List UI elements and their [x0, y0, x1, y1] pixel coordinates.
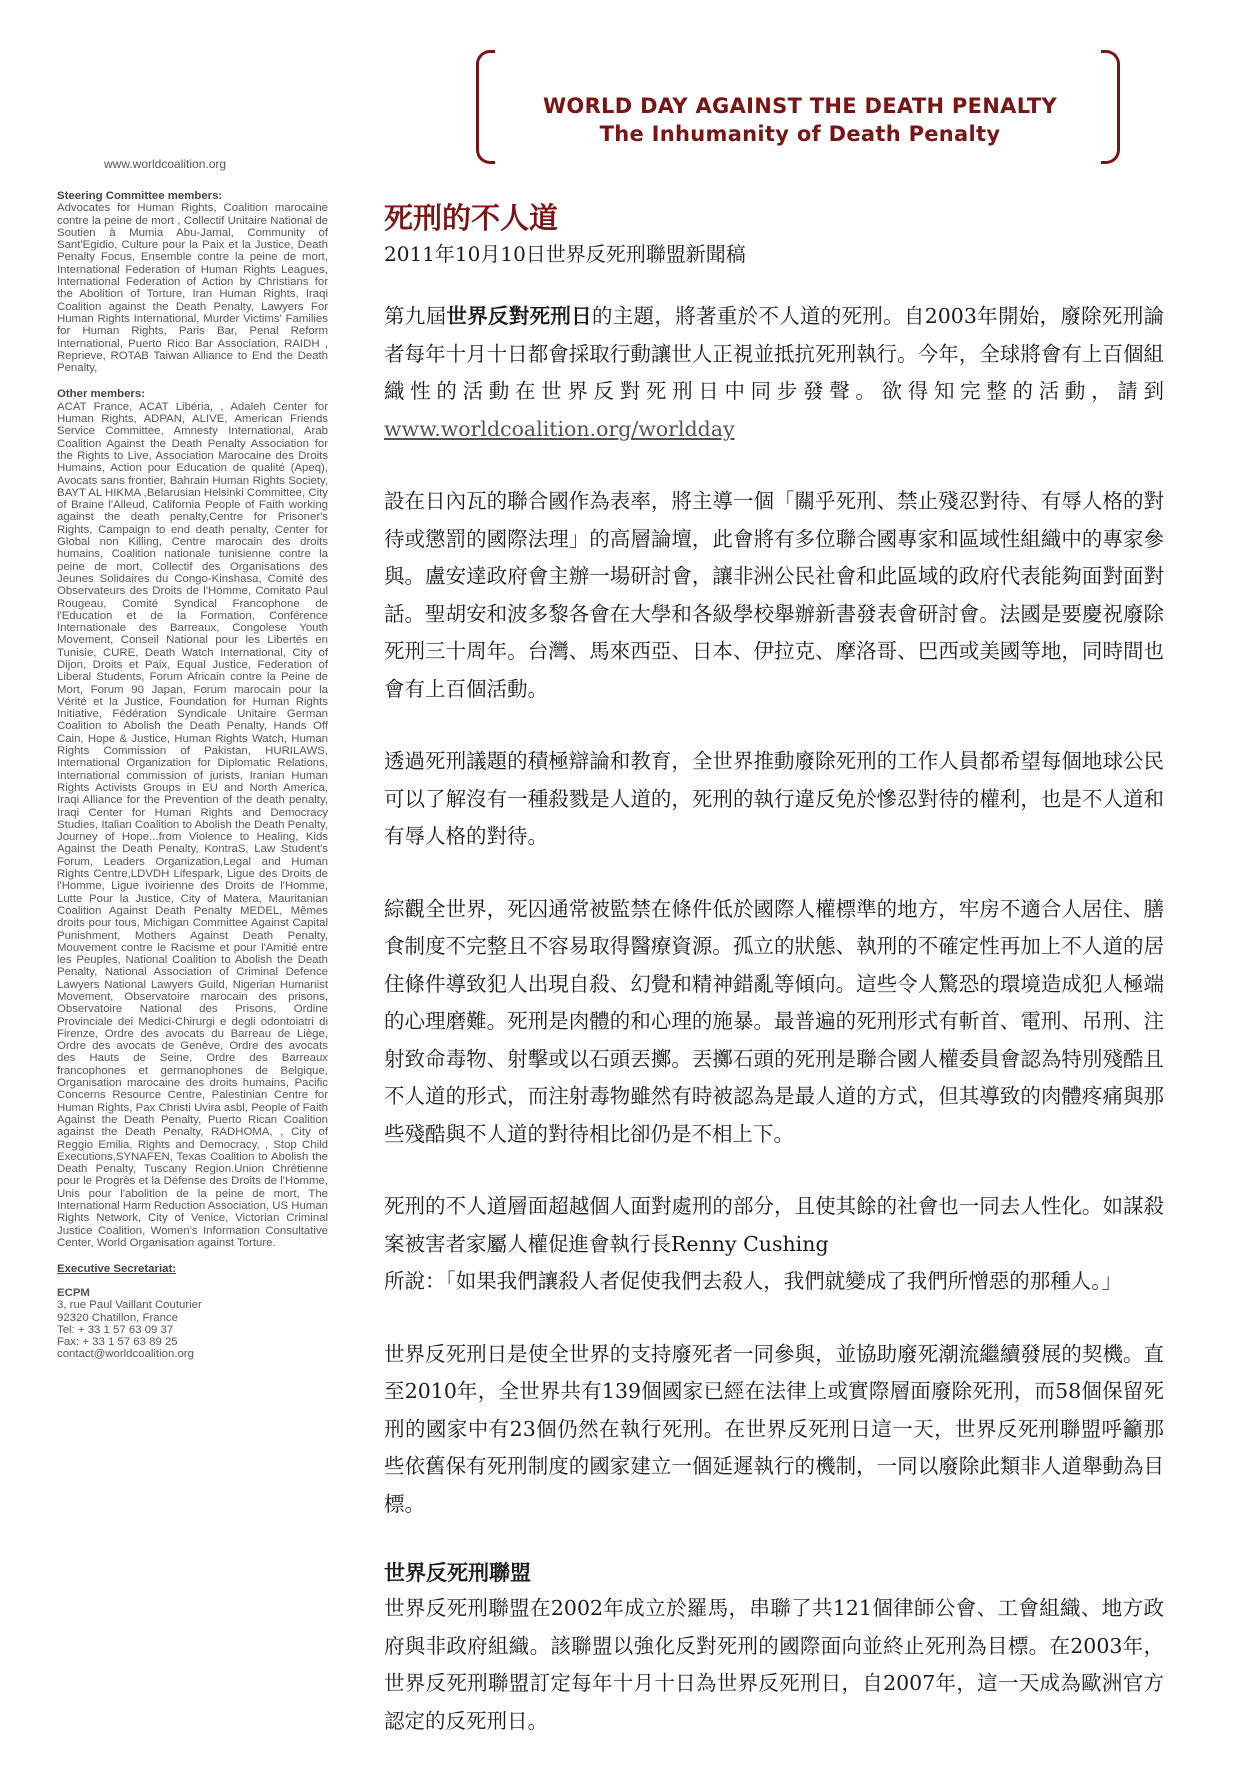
exec-address-2: 92320 Chatillon, France — [57, 1311, 178, 1324]
header-line-2: The Inhumanity of Death Penalty — [599, 122, 1001, 146]
coalition-heading: 世界反死刑聯盟 — [384, 1561, 531, 1585]
paragraph-6: 世界反死刑日是使全世界的支持廢死者一同參與，並協助廢死潮流繼續發展的契機。直至2010年，全世界共有139個國家已經在法律上或實際層面廢除死刑，而58個保留死刑的國家中有23個仍然在執行死刑。在世界反死刑日這一天，世界反死刑聯盟呼籲那些依舊保有死刑制度的國家建立一個延遲執行的機制，一同以廢除此類非人道舉動為目標。 — [384, 1341, 1164, 1516]
paragraph-3: 透過死刑議題的積極辯論和教育，全世界推動廢除死刑的工作人員都希望每個地球公民可以了解沒有一種殺戮是人道的，死刑的執行違反免於慘忍對待的權利，也是不人道和有辱人格的對待。 — [384, 749, 1164, 848]
exec-fax: Fax: + 33 1 57 63 89 25 — [57, 1336, 178, 1349]
header-banner — [500, 92, 1100, 148]
p1-world-day: 世界反對死刑日 — [446, 304, 592, 328]
steering-members: Advocates for Human Rights, Coalition marocaine contre la peine de mort , Collectif Unitaire National de Soutien à Mumia Abu-Jamal, Community of Sant'Egidio, Culture pour la Paix et la Justice, Death Penalty Focus, Ensemble contre la peine de mort, International Federation of Human Rights Leagues, International Federation of Action by Christians for the Abolition of Torture, Iran Human Rights, Iraqi Coalition against the Death Penalty, Lawyers For Human Rights International, Murder Victims' Families for Human Rights, Paris Bar, Penal Reform International, Puerto Rico Bar Association, RAIDH , Reprieve, ROTAB Taiwan Alliance to End the Death Penalty, — [57, 202, 328, 375]
header-bracket-right — [1101, 50, 1120, 164]
site-url[interactable]: www.worldcoalition.org — [104, 157, 227, 171]
p5-text-b: 所說：「如果我們讓殺人者促使我們去殺人，我們就變成了我們所憎惡的那種人。」 — [384, 1269, 1122, 1293]
paragraph-7: 世界反死刑聯盟在2002年成立於羅馬，串聯了共121個律師公會、工會組織、地方政府與非政府組織。該聯盟以強化反對死刑的國際面向並終止死刑為目標。在2003年，世界反死刑聯盟訂定每年十月十日為世界反死刑日，自2007年，這一天成為歐洲官方認定的反死刑日。 — [384, 1596, 1164, 1733]
exec-tel: Tel: + 33 1 57 63 09 37 — [57, 1323, 174, 1336]
article-title: 死刑的不人道 — [384, 201, 559, 235]
exec-email[interactable]: contact@worldcoalition.org — [57, 1348, 194, 1361]
exec-heading: Executive Secretariat: — [57, 1263, 177, 1276]
p5-text-a: 死刑的不人道層面超越個人面對處刑的部分，且使其餘的社會也一同去人性化。如謀殺案被害者家屬人權促進會執行長Renny Cushing — [384, 1194, 1164, 1256]
sidebar-members — [57, 190, 328, 1361]
header-line-1: WORLD DAY AGAINST THE DEATH PENALTY — [542, 94, 1058, 118]
other-heading: Other members: — [57, 388, 145, 401]
paragraph-1 — [384, 298, 1164, 448]
paragraph-4: 綜觀全世界，死囚通常被監禁在條件低於國際人權標準的地方，牢房不適合人居住、膳食制度不完整且不容易取得醫療資源。孤立的狀態、執刑的不確定性再加上不人道的居住條件導致犯人出現自殺、幻覺和精神錯亂等傾向。這些令人驚恐的環境造成犯人極端的心理磨難。死刑是肉體的和心理的施暴。最普遍的死刑形式有斬首、電刑、吊刑、注射致命毒物、射擊或以石頭丟擲。丟擲石頭的死刑是聯合國人權委員會認為特別殘酷且不人道的形式，而注射毒物雖然有時被認為是最人道的方式，但其導致的肉體疼痛與那些殘酷與不人道的對待相比卻仍是不相上下。 — [384, 896, 1164, 1146]
paragraph-2: 設在日內瓦的聯合國作為表率，將主導一個「關乎死刑、禁止殘忍對待、有辱人格的對待或懲罰的國際法理」的高層論壇，此會將有多位聯合國專家和區域性組織中的專家參與。盧安達政府會主辦一場研討會，讓非洲公民社會和此區域的政府代表能夠面對面對話。聖胡安和波多黎各會在大學和各級學校舉辦新書發表會研討會。法國是要慶祝廢除死刑三十周年。台灣、馬來西亞、日本、伊拉克、摩洛哥、巴西或美國等地，同時間也會有上百個活動。 — [384, 489, 1164, 701]
exec-address-1: 3, rue Paul Vaillant Couturier — [57, 1299, 202, 1312]
header-bracket-left — [476, 50, 495, 164]
article-subtitle: 2011年10月10日世界反死刑聯盟新聞稿 — [384, 242, 746, 266]
steering-heading: Steering Committee members: — [57, 190, 223, 202]
worldday-link[interactable]: www.worldcoalition.org/worldday — [384, 416, 735, 441]
main-article — [384, 198, 1164, 1775]
p1-text-a: 第九屆 — [384, 304, 447, 328]
other-members: ACAT France, ACAT Libéria, , Adaleh Center for Human Rights, ADPAN, ALIVE, American Friends Service Committee, Amnesty International, Arab Coalition Against the Death Penalty Association for the Rights to Live, Association Marocaine des Droits Humains, Action pour Education de qualité (Apeq), Avocats sans frontier, Bahrain Human Rights Society, BAYT AL HIKMA ,Belarusian Helsinki Committee, City of Braine l'Alleud, California People of Faith working against the death penalty,Centre for Prisoner's Rights, Campaign to end death penalty, Center for Global non Killing, Centre marocain des droits humains, Coalition nationale tunisienne contre la peine de mort, Collectif des Organisations des Jeunes Solidaires du Congo-Kinshasa, Comité des Observateurs des Droits de l'Homme, Comitato Paul Rougeau, Comité Syndical Francophone de l'Education et de la Formation, Conférence Internationale des Barreaux, Congolese Youth Movement, Conseil National pour les Libertés en Tunisie, CURE, Death Watch International, City of Dijon, Droits et Paix, Equal Justice, Federation of Liberal Students, Forum Africain contre la Peine de Mort, Forum 90 Japan, Forum marocain pour la Vérité et la Justice, Foundation for Human Rights Initiative, Fédération Syndicale Unitaire German Coalition to Abolish the Death Penalty, Hands Off Cain, Hope & Justice, Human Rights Watch, Human Rights Commission of Pakistan, HURILAWS, International Organization for Diplomatic Relations, International commission of jurists, Iranian Human Rights Activists Groups in EU and North America, Iraqi Alliance for the Prevention of the death penalty, Iraqi Center for Human Rights and Democracy Studies, Italian Coalition to Abolish the Death Penalty, Journey of Hope...from Violence to Healing, Kids Against the Death Penalty, KontraS, Law Student's Forum, Leaders Organization,Legal and Human Rights Centre,LDVDH Lifespark, Ligue des Droits de l'Homme, Ligue ivoirienne des Droits de l'Homme, Lutte Pour la Justice, City of Matera, Mauritanian Coalition Against Death Penalty MEDEL, Mêmes droits pour tous, Michigan Committee Against Capital Punishment, Mothers Against Death Penalty, Mouvement contre le Racisme et pour l'Amitié entre les Peuples, National Coalition to Abolish the Death Penalty, National Association of Criminal Defence Lawyers National Lawyers Guild, Nigerian Humanist Movement, Observatoire marocain des prisons, Observatoire National des Prisons, Ordine Provinciale dei Medici-Chirurgi e degli odontoiatri di Firenze, Ordre des avocats du Barreau de Liège, Ordre des avocats de Genève, Ordre des avocats des Hauts de Seine, Ordre des Barreaux francophones et germanophones de Belgique, Organisation marocaine des droits humains, Pacific Concerns Resource Centre, Palestinian Centre for Human Rights, Pax Christi Uvira asbl, People of Faith Against the Death Penalty, Puerto Rican Coalition against the Death Penalty, RADHOMA, , City of Reggio Emilia, Rights and Democracy, , Stop Child Executions,SYNAFEN, Texas Coalition to Abolish the Death Penalty, Tuscany Region.Union Chrétienne pour le Progrès et la Défense des Droits de l'Homme, Unis pour l'abolition de la peine de mort, The International Harm Reduction Association, US Human Rights Network, City of Venice, Victorian Criminal Justice Coalition, Women's Information Consultative Center, World Organisation against Torture. — [57, 400, 328, 1249]
p1-text-b: 的主題，將著重於不人道的死刑。自2003年開始，廢除死刑論者每年十月十日都會採取行動讓世人正視並抵抗死刑執行。今年，全球將會有上百個組織性的活動在世界反對死刑日中同步發聲。欲得知完整的活動，請到 — [384, 304, 1165, 403]
paragraph-5 — [384, 1188, 1164, 1301]
exec-org: ECPM — [57, 1286, 90, 1299]
